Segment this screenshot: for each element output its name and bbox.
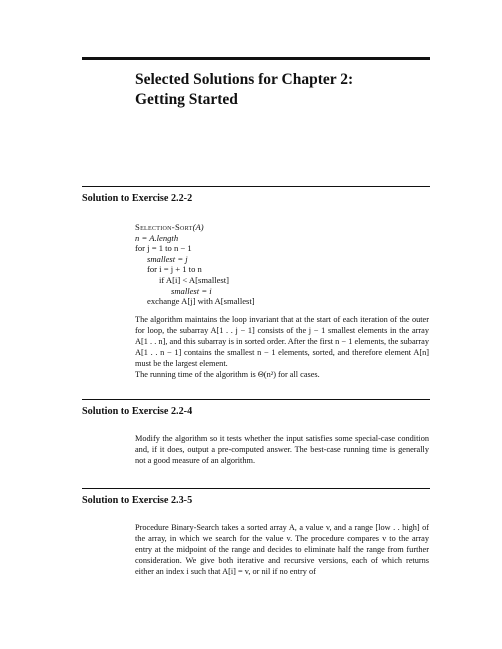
section-heading: Solution to Exercise 2.2-2 xyxy=(82,193,193,204)
code-line: n = A.length xyxy=(135,232,179,243)
procedure-args: (A) xyxy=(192,222,204,232)
chapter-title-line-1: Selected Solutions for Chapter 2: xyxy=(135,71,354,88)
section-heading: Solution to Exercise 2.3-5 xyxy=(82,495,193,506)
chapter-title xyxy=(135,70,475,110)
code-line: for i = j + 1 to n xyxy=(147,264,202,275)
paragraph: The running time of the algorithm is Θ(n²) for all cases. xyxy=(135,370,320,379)
code-line: for j = 1 to n − 1 xyxy=(135,243,192,254)
paragraph: Modify the algorithm so it tests whether the input satisfies some special-case condition and, if it does, output a pre-computed answer. The best-case running time is generally not a good measure of an algorithm. xyxy=(135,434,429,465)
code-line: smallest = j xyxy=(147,253,188,264)
pseudocode-block xyxy=(135,222,435,307)
pseudocode-header xyxy=(135,222,435,233)
section-rule xyxy=(82,488,430,489)
code-line: exchange A[j] with A[smallest] xyxy=(147,296,255,307)
paragraph: The algorithm maintains the loop invariant that at the start of each iteration of the outer for loop, the subarray A[1 . . j − 1] consists of the j − 1 smallest elements in the array A[1 . . n], and this subarray is in sorted order. After the first n − 1 elements, the subarray A[1 . . n − 1] contains the smallest n − 1 elements, sorted, and therefore element A[n] must be the largest element. xyxy=(135,315,429,368)
top-rule xyxy=(82,57,430,60)
section-rule xyxy=(82,186,430,187)
code-line: if A[i] < A[smallest] xyxy=(159,274,230,285)
code-line: smallest = i xyxy=(171,285,212,296)
section-rule xyxy=(82,399,430,400)
paragraph: Procedure Binary-Search takes a sorted array A, a value v, and a range [low . . high] of the array, in which we search for the value v. The procedure compares v to the array entry at the midpoint of the range and decides to eliminate half the range from further consideration. We give both iterative and recursive versions, each of which returns either an index i such that A[i] = v, or nil if no entry of xyxy=(135,523,429,576)
chapter-title-line-2: Getting Started xyxy=(135,91,238,108)
section-heading: Solution to Exercise 2.2-4 xyxy=(82,406,193,417)
procedure-name: Selection-Sort xyxy=(135,222,193,232)
